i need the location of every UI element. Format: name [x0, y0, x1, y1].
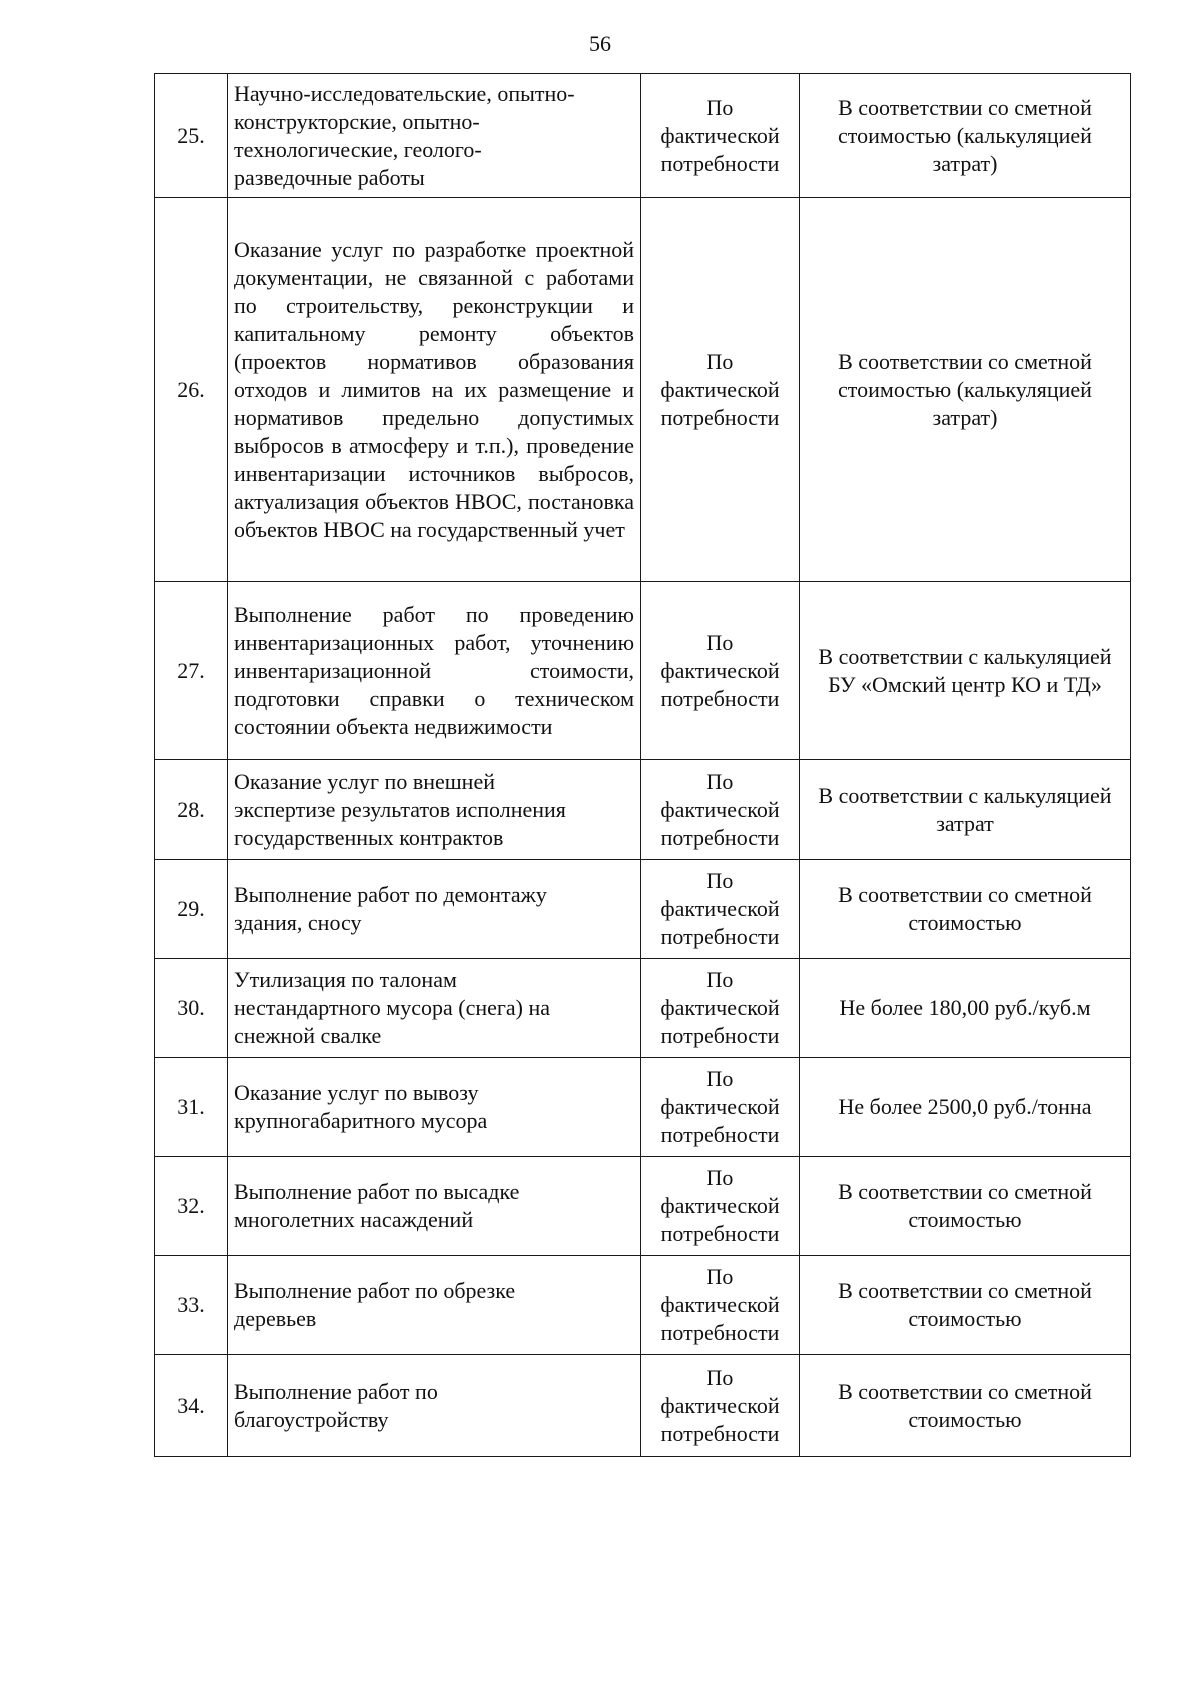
services-table: [154, 73, 1131, 1457]
service-name-line: крупногабаритного мусора: [234, 1108, 488, 1133]
volume-text-line: фактической: [660, 1193, 780, 1218]
row-number: 27.: [155, 582, 228, 760]
price-text-line: В соответствии с калькуляцией: [818, 643, 1112, 669]
price-cell: [800, 582, 1131, 760]
price-text-line: В соответствии со сметной: [838, 882, 1092, 907]
row-number: 28.: [155, 760, 228, 860]
service-name-line: благоустройству: [234, 1406, 389, 1432]
service-name-line: Научно-исследовательские, опытно-: [234, 80, 575, 106]
service-name-line: снежной свалке: [234, 1023, 382, 1048]
price-cell: [800, 1157, 1131, 1256]
table-body: [155, 74, 1131, 1457]
volume-text-line: потребности: [660, 824, 780, 850]
service-name-line: деревьев: [234, 1306, 317, 1331]
volume-text-line: потребности: [660, 404, 780, 430]
price-text-line: затрат: [936, 810, 994, 836]
price-text-line: Не более 180,00 руб./куб.м: [839, 995, 1091, 1020]
price-text-line: В соответствии со сметной: [838, 94, 1092, 120]
service-name: [228, 1058, 641, 1157]
service-name: Оказание услуг по разработке проектной документации, не связанной с работами по строительству, реконструкции и капитальному ремонту объектов (проектов нормативов образования отходов и лимитов на их размещение и нормативов предельно допустимых выбросов в атмосферу и т.п.), проведение инвентаризации источников выбросов, актуализация объектов НВОС, постановка объектов НВОС на государственный учет: [228, 198, 641, 582]
price-cell: [800, 959, 1131, 1058]
volume-text-line: фактической: [660, 376, 780, 402]
volume-text-line: потребности: [660, 1420, 780, 1446]
service-name-line: Оказание услуг по вывозу: [234, 1080, 479, 1105]
price-text-line: стоимостью: [908, 1207, 1022, 1232]
table-row: [155, 860, 1131, 959]
price-text-line: стоимостью: [908, 910, 1022, 935]
volume-cell: [641, 1355, 800, 1457]
service-name-line: Выполнение работ по демонтажу: [234, 882, 547, 907]
price-text-line: стоимостью: [908, 1306, 1022, 1331]
volume-text-line: фактической: [660, 122, 780, 148]
service-name: [228, 1157, 641, 1256]
service-name: [228, 74, 641, 198]
table-row: [155, 1355, 1131, 1457]
service-name-line: нестандартного мусора (снега) на: [234, 995, 551, 1020]
volume-cell: [641, 1058, 800, 1157]
service-name: [228, 959, 641, 1058]
service-name-line: государственных контрактов: [234, 824, 504, 850]
price-text-line: стоимостью (калькуляцией: [838, 376, 1092, 402]
volume-text-line: потребности: [660, 1122, 780, 1147]
volume-text-line: По: [706, 768, 734, 794]
service-name: [228, 1355, 641, 1457]
service-name-line: конструкторские, опытно-: [234, 108, 480, 134]
volume-cell: [641, 74, 800, 198]
row-number: 25.: [155, 74, 228, 198]
service-name: [228, 760, 641, 860]
volume-text-line: По: [706, 629, 734, 655]
page-number: 56: [589, 31, 611, 56]
price-text-line: Не более 2500,0 руб./тонна: [838, 1094, 1092, 1119]
volume-text-line: потребности: [660, 1023, 780, 1048]
price-text-line: В соответствии со сметной: [838, 348, 1092, 374]
price-cell: [800, 1355, 1131, 1457]
volume-cell: [641, 959, 800, 1058]
table-row: [155, 760, 1131, 860]
price-cell: [800, 1058, 1131, 1157]
price-cell: [800, 860, 1131, 959]
price-cell: [800, 74, 1131, 198]
row-number: 29.: [155, 860, 228, 959]
price-text-line: В соответствии со сметной: [838, 1179, 1092, 1204]
volume-text-line: По: [706, 94, 734, 120]
price-text-line: В соответствии со сметной: [838, 1278, 1092, 1303]
table-row: [155, 1058, 1131, 1157]
table-row: [155, 1256, 1131, 1355]
row-number: 34.: [155, 1355, 228, 1457]
service-name-line: экспертизе результатов исполнения: [234, 796, 566, 822]
volume-text-line: По: [706, 967, 734, 992]
price-cell: [800, 198, 1131, 582]
volume-text-line: потребности: [660, 150, 780, 176]
service-name-line: многолетних насаждений: [234, 1207, 474, 1232]
volume-text-line: фактической: [660, 1392, 780, 1418]
volume-text-line: По: [706, 1264, 734, 1289]
row-number: 26.: [155, 198, 228, 582]
volume-cell: [641, 760, 800, 860]
volume-text-line: фактической: [660, 796, 780, 822]
row-number: 32.: [155, 1157, 228, 1256]
volume-text-line: фактической: [660, 995, 780, 1020]
volume-text-line: По: [706, 1364, 734, 1390]
table-row: [155, 959, 1131, 1058]
price-text-line: В соответствии со сметной: [838, 1378, 1092, 1404]
service-name-line: Выполнение работ по обрезке: [234, 1278, 516, 1303]
service-name-line: Выполнение работ по: [234, 1378, 438, 1404]
volume-text-line: потребности: [660, 685, 780, 711]
price-text-line: БУ «Омский центр КО и ТД»: [828, 671, 1102, 697]
volume-text-line: фактической: [660, 1292, 780, 1317]
volume-cell: [641, 860, 800, 959]
price-text-line: затрат): [932, 404, 998, 430]
table-row: [155, 582, 1131, 760]
row-number: 33.: [155, 1256, 228, 1355]
volume-text-line: По: [706, 348, 734, 374]
volume-text-line: потребности: [660, 1320, 780, 1345]
table-row: [155, 1157, 1131, 1256]
price-text-line: стоимостью (калькуляцией: [838, 122, 1092, 148]
table-row: [155, 198, 1131, 582]
volume-cell: [641, 582, 800, 760]
service-name-line: технологические, геолого-: [234, 136, 482, 162]
volume-cell: [641, 1157, 800, 1256]
service-name: Выполнение работ по проведению инвентаризационных работ, уточнению инвентаризационной стоимости, подготовки справки о техническом состоянии объекта недвижимости: [228, 582, 641, 760]
volume-cell: [641, 1256, 800, 1355]
service-name-line: Выполнение работ по высадке: [234, 1179, 520, 1204]
row-number: 30.: [155, 959, 228, 1058]
table-row: [155, 74, 1131, 198]
price-text-line: затрат): [932, 150, 998, 176]
price-text-line: В соответствии с калькуляцией: [818, 782, 1112, 808]
volume-text-line: По: [706, 1165, 734, 1190]
service-name-line: Утилизация по талонам: [234, 967, 457, 992]
volume-text-line: По: [706, 1066, 734, 1091]
service-name-line: разведочные работы: [234, 164, 425, 190]
volume-cell: [641, 198, 800, 582]
volume-text-line: фактической: [660, 657, 780, 683]
service-name-line: здания, сносу: [234, 910, 362, 935]
price-cell: [800, 1256, 1131, 1355]
row-number: 31.: [155, 1058, 228, 1157]
volume-text-line: потребности: [660, 924, 780, 949]
price-cell: [800, 760, 1131, 860]
service-name: [228, 860, 641, 959]
volume-text-line: По: [706, 868, 734, 893]
volume-text-line: потребности: [660, 1221, 780, 1246]
volume-text-line: фактической: [660, 896, 780, 921]
service-name: [228, 1256, 641, 1355]
price-text-line: стоимостью: [908, 1406, 1022, 1432]
volume-text-line: фактической: [660, 1094, 780, 1119]
service-name-line: Оказание услуг по внешней: [234, 768, 495, 794]
